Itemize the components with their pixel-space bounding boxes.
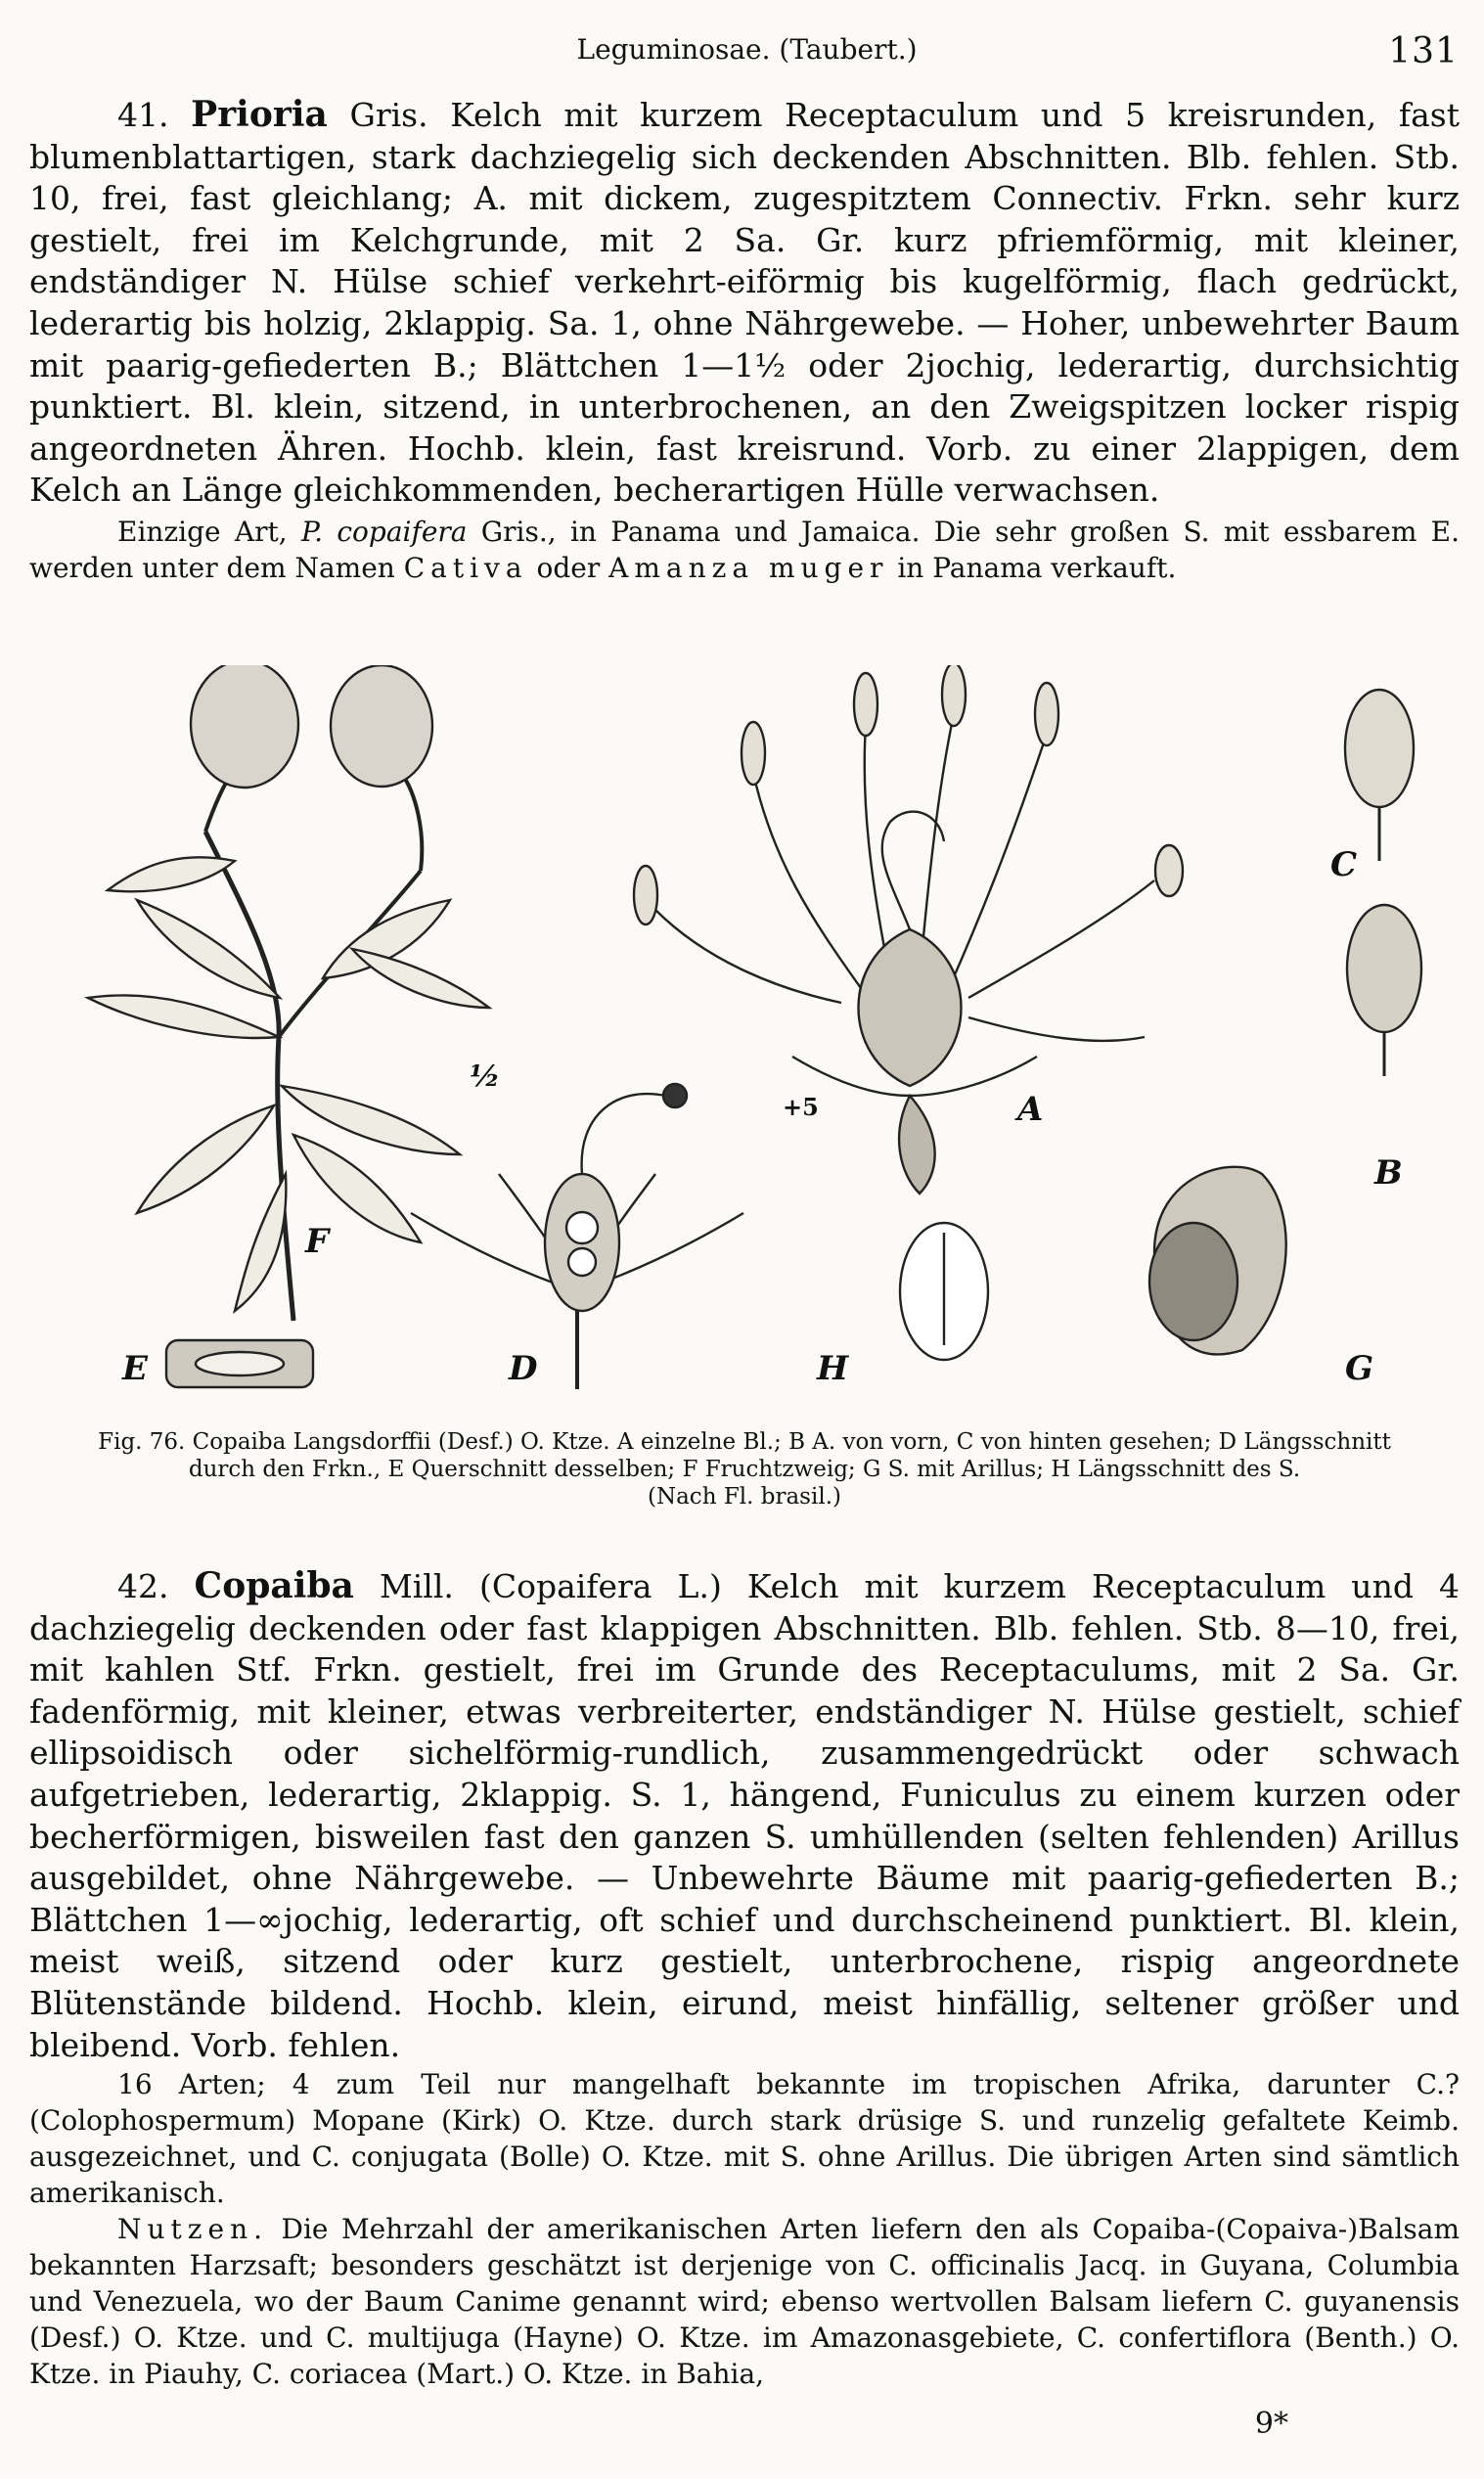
nutzen-text: Die Mehrzahl der amerikanischen Arten liefern den als Copaiba-(Copaiva-)Balsam bekannten Harzsaft; besonders geschätzt ist derjenige von C. officinalis Jacq. in Guyana, Columbia und Venezuela, wo der Baum Canime genannt wird; ebenso wertvollen Balsam liefern C. guyanensis (Desf.) O. Ktze. und C. multijuga (Hayne) O. Ktze. im Amazonasgebiete, C. confertiflora (Benth.) O. Ktze. in Piauhy, C. coriacea (Mart.) O. Ktze. in Bahia, [29,2213,1460,2391]
label-b: B [1374,1153,1403,1193]
label-h: H [817,1349,849,1388]
longitudinal-section-illustration [411,1084,743,1389]
section-42-species: 16 Arten; 4 zum Teil nur mangelhaft bekannte im tropischen Afrika, darunter C.? (Colophospermum) Mopane (Kirk) O. Ktze. durch stark drüsige S. und runzelig gefaltete Keimb. ausgezeichnet, und C. conjugata (Bolle) O. Ktze. mit S. ohne Arillus. Die übrigen Arten sind sämtlich amerikanisch. [29,2068,1460,2210]
section-42-text: Mill. (Copaifera L.) Kelch mit kurzem Receptaculum und 4 dachziegelig deckenden oder fast klappigen Abschnitten. Blb. fehlen. Stb. 8—10, frei, mit kahlen Stf. Frkn. gestielt, frei im Grunde des Receptaculums, mit 2 Sa. Gr. fadenförmig, mit kleiner, etwas verbreiterter, endständiger N. Hülse gestielt, schief ellipsoidisch oder sichelförmig-rundlich, zusammengedrückt oder schwach aufgetrieben, lederartig, 2klappig. S. 1, hängend, Funiculus zu einem kurzen oder becherförmigen, bisweilen fast den ganzen S. umhüllenden (selten fehlenden) Arillus ausgebildet, ohne Nährgewebe. — Unbewehrte Bäume mit paarig-gefiederten B.; Blättchen 1—∞jochig, lederartig, oft schief und durchscheinend punktiert. Bl. klein, meist weiß, sitzend oder kurz gestielt, unterbrochene, rispig angeordnete Blütenstände bildend. Hochb. klein, eirund, meist hinfällig, seltener größer und bleibend. Vorb. fehlen. [29,1567,1460,2064]
label-a: A [1017,1090,1044,1129]
scale-5-label: +5 [783,1093,819,1121]
anther-back-illustration [1345,690,1414,861]
section-41-text: Gris. Kelch mit kurzem Receptaculum und 5 kreisrunden, fast blumenblattartigen, stark dachziegelig sich deckenden Abschnitten. Blb. fehlen. Stb. 10, frei, fast gleichlang; A. mit dickem, zugespitztem Connectiv. Frkn. sehr kurz gestielt, frei im Kelchgrunde, mit 2 Sa. Gr. kurz pfriemförmig, mit kleiner, endständiger N. Hülse schief verkehrt-eiförmig bis kugelförmig, flach gedrückt, lederartig bis holzig, 2klappig. Sa. 1, ohne Nährgewebe. — Hoher, unbewehrter Baum mit paarig-gefiederten B.; Blättchen 1—1½ oder 2jochig, lederartig, durchsichtig punktiert. Bl. klein, sitzend, in unterbrochenen, an den Zweigspitzen locker rispig angeordneten Ähren. Hochb. klein, fast kreisrund. Vorb. zu einer 2lappigen, dem Kelch an Länge gleichkommenden, becherartigen Hülle verwachsen. [29,96,1460,510]
caption-line-3: (Nach Fl. brasil.) [648,1484,841,1510]
section-41-note [29,514,1460,586]
signature-mark: 9* [1254,2407,1288,2441]
genus-copaiba: Copaiba [194,1565,354,1606]
genus-prioria: Prioria [191,94,328,135]
figure-caption [29,1428,1460,1510]
label-d: D [509,1349,538,1388]
section-41-number: 41. [117,96,169,134]
running-title: Leguminosae. (Taubert.) [576,33,918,66]
page-number: 131 [1388,31,1459,71]
section-42-description [29,1565,1460,2066]
seed-with-aril-illustration [1149,1167,1286,1355]
species-p-copaifera: P. copaifera [301,515,468,548]
vernacular-cativa: Cativa [403,551,528,584]
section-42-number: 42. [117,1567,169,1605]
label-e: E [122,1349,148,1388]
note-text-c: oder [527,551,609,584]
running-header [29,27,1464,74]
cross-section-illustration [166,1340,313,1387]
label-c: C [1330,845,1358,884]
label-g: G [1345,1349,1374,1388]
anther-front-illustration [1347,905,1421,1076]
note-text-b: Gris., in Panama und Jamaica. Die sehr großen S. mit essbarem E. werden unter dem Namen [29,515,1461,584]
seed-section-illustration [900,1223,988,1360]
section-41 [29,94,1460,586]
note-text-a: Einzige Art, [117,515,301,548]
botanical-plate [29,665,1460,1409]
section-41-description [29,94,1460,512]
vernacular-amanza: Amanza muger [608,551,889,584]
scale-half-label: ½ [470,1059,501,1094]
section-42 [29,1565,1460,2392]
note-text-d: in Panama verkauft. [888,551,1177,584]
label-f: F [305,1222,330,1261]
nutzen-label: Nutzen. [117,2213,269,2246]
caption-line-1: Fig. 76. Copaiba Langsdorffii (Desf.) O. Ktze. A einzelne Bl.; B A. von vorn, C von hinten gesehen; D Längsschnitt [98,1429,1391,1455]
single-flower-illustration [634,665,1183,1194]
caption-line-2: durch den Frkn., E Querschnitt desselben; F Fruchtzweig; G S. mit Arillus; H Längsschnitt des S. [188,1457,1301,1482]
section-42-nutzen [29,2211,1460,2392]
